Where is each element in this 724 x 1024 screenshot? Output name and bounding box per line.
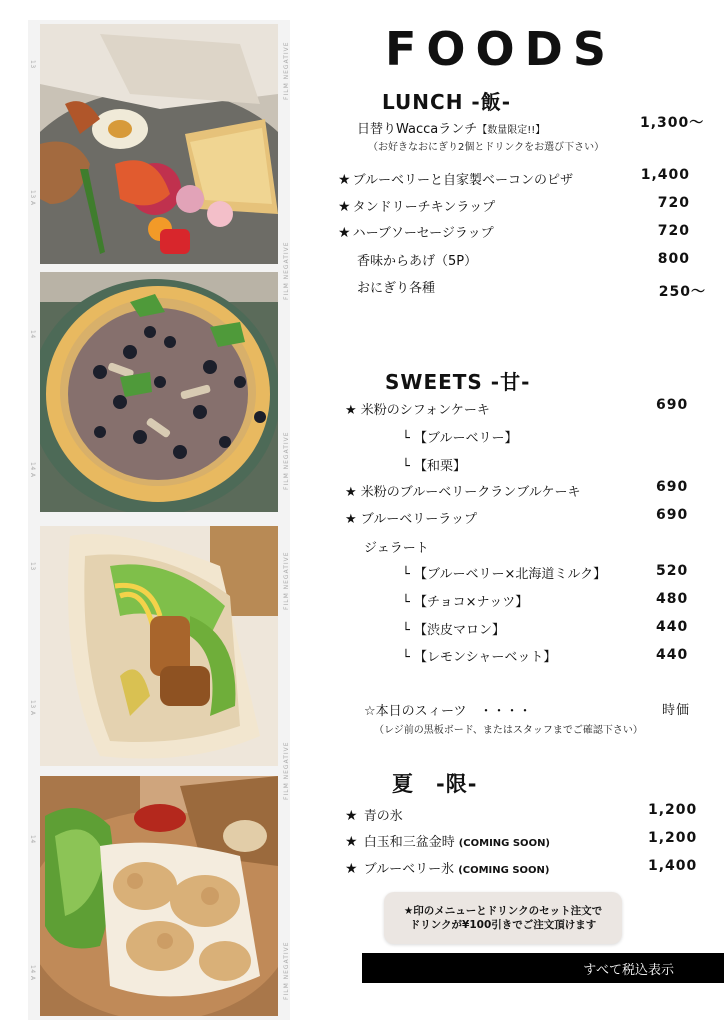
- frame-number: 14: [29, 835, 36, 844]
- chicken-wrap-photo: [40, 526, 278, 766]
- sweets-item-price: 690: [656, 479, 689, 495]
- summer-item: ★ 青の氷: [345, 808, 403, 824]
- sweets-sub-item: └ 【ブルーベリー】: [402, 431, 518, 446]
- frame-number: 13: [29, 60, 36, 69]
- lunch-item: ★ タンドリーチキンラップ: [338, 199, 496, 215]
- page-title: FOODS: [385, 22, 616, 76]
- tax-included-label: すべて税込表示: [583, 962, 674, 978]
- lunch-item-price: 800: [657, 251, 690, 267]
- frame-number: 13 A: [29, 190, 36, 206]
- lunch-item-price: 250〜: [658, 284, 706, 300]
- summer-item: ★ ブルーベリー氷 (COMING SOON): [345, 861, 550, 877]
- set-note-line-2: ドリンクが¥100引きでご注文頂けます: [409, 919, 597, 931]
- lunch-item: ★ ブルーベリーと自家製ベーコンのピザ: [338, 172, 574, 188]
- summer-item: ★ 白玉和三盆金時 (COMING SOON): [345, 834, 551, 850]
- gelato-item: └ 【レモンシャーベット】: [402, 650, 557, 665]
- film-edge-label: FILM NEGATIVE: [283, 741, 290, 800]
- gelato-item-price: 440: [656, 619, 689, 635]
- lunch-item: 香味からあげ（5P）: [357, 254, 478, 269]
- sweets-item: ★ ブルーベリーラップ: [345, 512, 478, 527]
- karaage-photo: [40, 776, 278, 1016]
- sweets-item: ★ 米粉のブルーベリークランブルケーキ: [345, 485, 581, 500]
- summer-item-price: 1,200: [648, 830, 698, 846]
- film-edge-label: FILM NEGATIVE: [283, 241, 290, 300]
- film-edge-label: FILM NEGATIVE: [283, 551, 290, 610]
- todays-sweets: ☆本日のスィーツ ・・・・: [364, 704, 532, 719]
- gelato-item-price: 520: [656, 563, 689, 579]
- sweets-heading: SWEETS -甘-: [385, 370, 531, 394]
- summer-heading: 夏 -限-: [392, 772, 478, 796]
- daily-lunch-note: （お好きなおにぎり2個とドリンクをお選び下さい）: [368, 142, 605, 153]
- tax-included-banner: [362, 953, 724, 983]
- todays-sweets-note: （レジ前の黒板ボード、またはスタッフまでご確認下さい）: [374, 725, 643, 736]
- lunch-item-price: 720: [657, 223, 690, 239]
- frame-number: 14 A: [29, 462, 36, 478]
- frame-number: 14 A: [29, 965, 36, 981]
- lunch-item: おにぎり各種: [357, 281, 436, 296]
- film-edge-label: FILM NEGATIVE: [283, 41, 290, 100]
- gelato-label: ジェラート: [364, 541, 429, 556]
- lunch-plate-photo: [40, 24, 278, 264]
- frame-number: 13 A: [29, 700, 36, 716]
- frame-number: 13: [29, 562, 36, 571]
- film-edge-label: FILM NEGATIVE: [283, 941, 290, 1000]
- set-note-line-1: ★印のメニューとドリンクのセット注文で: [403, 905, 603, 917]
- blueberry-pizza-photo: [40, 272, 278, 512]
- gelato-item: └ 【ブルーベリー×北海道ミルク】: [402, 567, 607, 582]
- gelato-item: └ 【チョコ×ナッツ】: [402, 595, 529, 610]
- sweets-item-price: 690: [656, 507, 689, 523]
- summer-item-price: 1,400: [648, 858, 698, 874]
- gelato-item-price: 480: [656, 591, 689, 607]
- todays-sweets-price: 時価: [662, 703, 691, 718]
- daily-lunch-label: 日替りWaccaランチ: [357, 122, 478, 137]
- limited-tag: 【数量限定!!】: [477, 125, 546, 136]
- daily-lunch-name: [357, 118, 545, 137]
- film-edge-label: FILM NEGATIVE: [283, 431, 290, 490]
- sweets-sub-item: └ 【和栗】: [402, 459, 466, 474]
- lunch-item-price: 1,400: [640, 167, 690, 183]
- sweets-item-price: 690: [656, 397, 689, 413]
- gelato-item: └ 【渋皮マロン】: [402, 623, 505, 638]
- sweets-item: ★ 米粉のシフォンケーキ: [345, 403, 490, 418]
- gelato-item-price: 440: [656, 647, 689, 663]
- set-discount-note: [384, 892, 622, 944]
- daily-lunch-price: 1,300〜: [640, 115, 705, 131]
- lunch-item-price: 720: [657, 195, 690, 211]
- lunch-heading: LUNCH -飯-: [382, 90, 511, 114]
- summer-item-price: 1,200: [648, 802, 698, 818]
- frame-number: 14: [29, 330, 36, 339]
- lunch-item: ★ ハーブソーセージラップ: [338, 225, 494, 241]
